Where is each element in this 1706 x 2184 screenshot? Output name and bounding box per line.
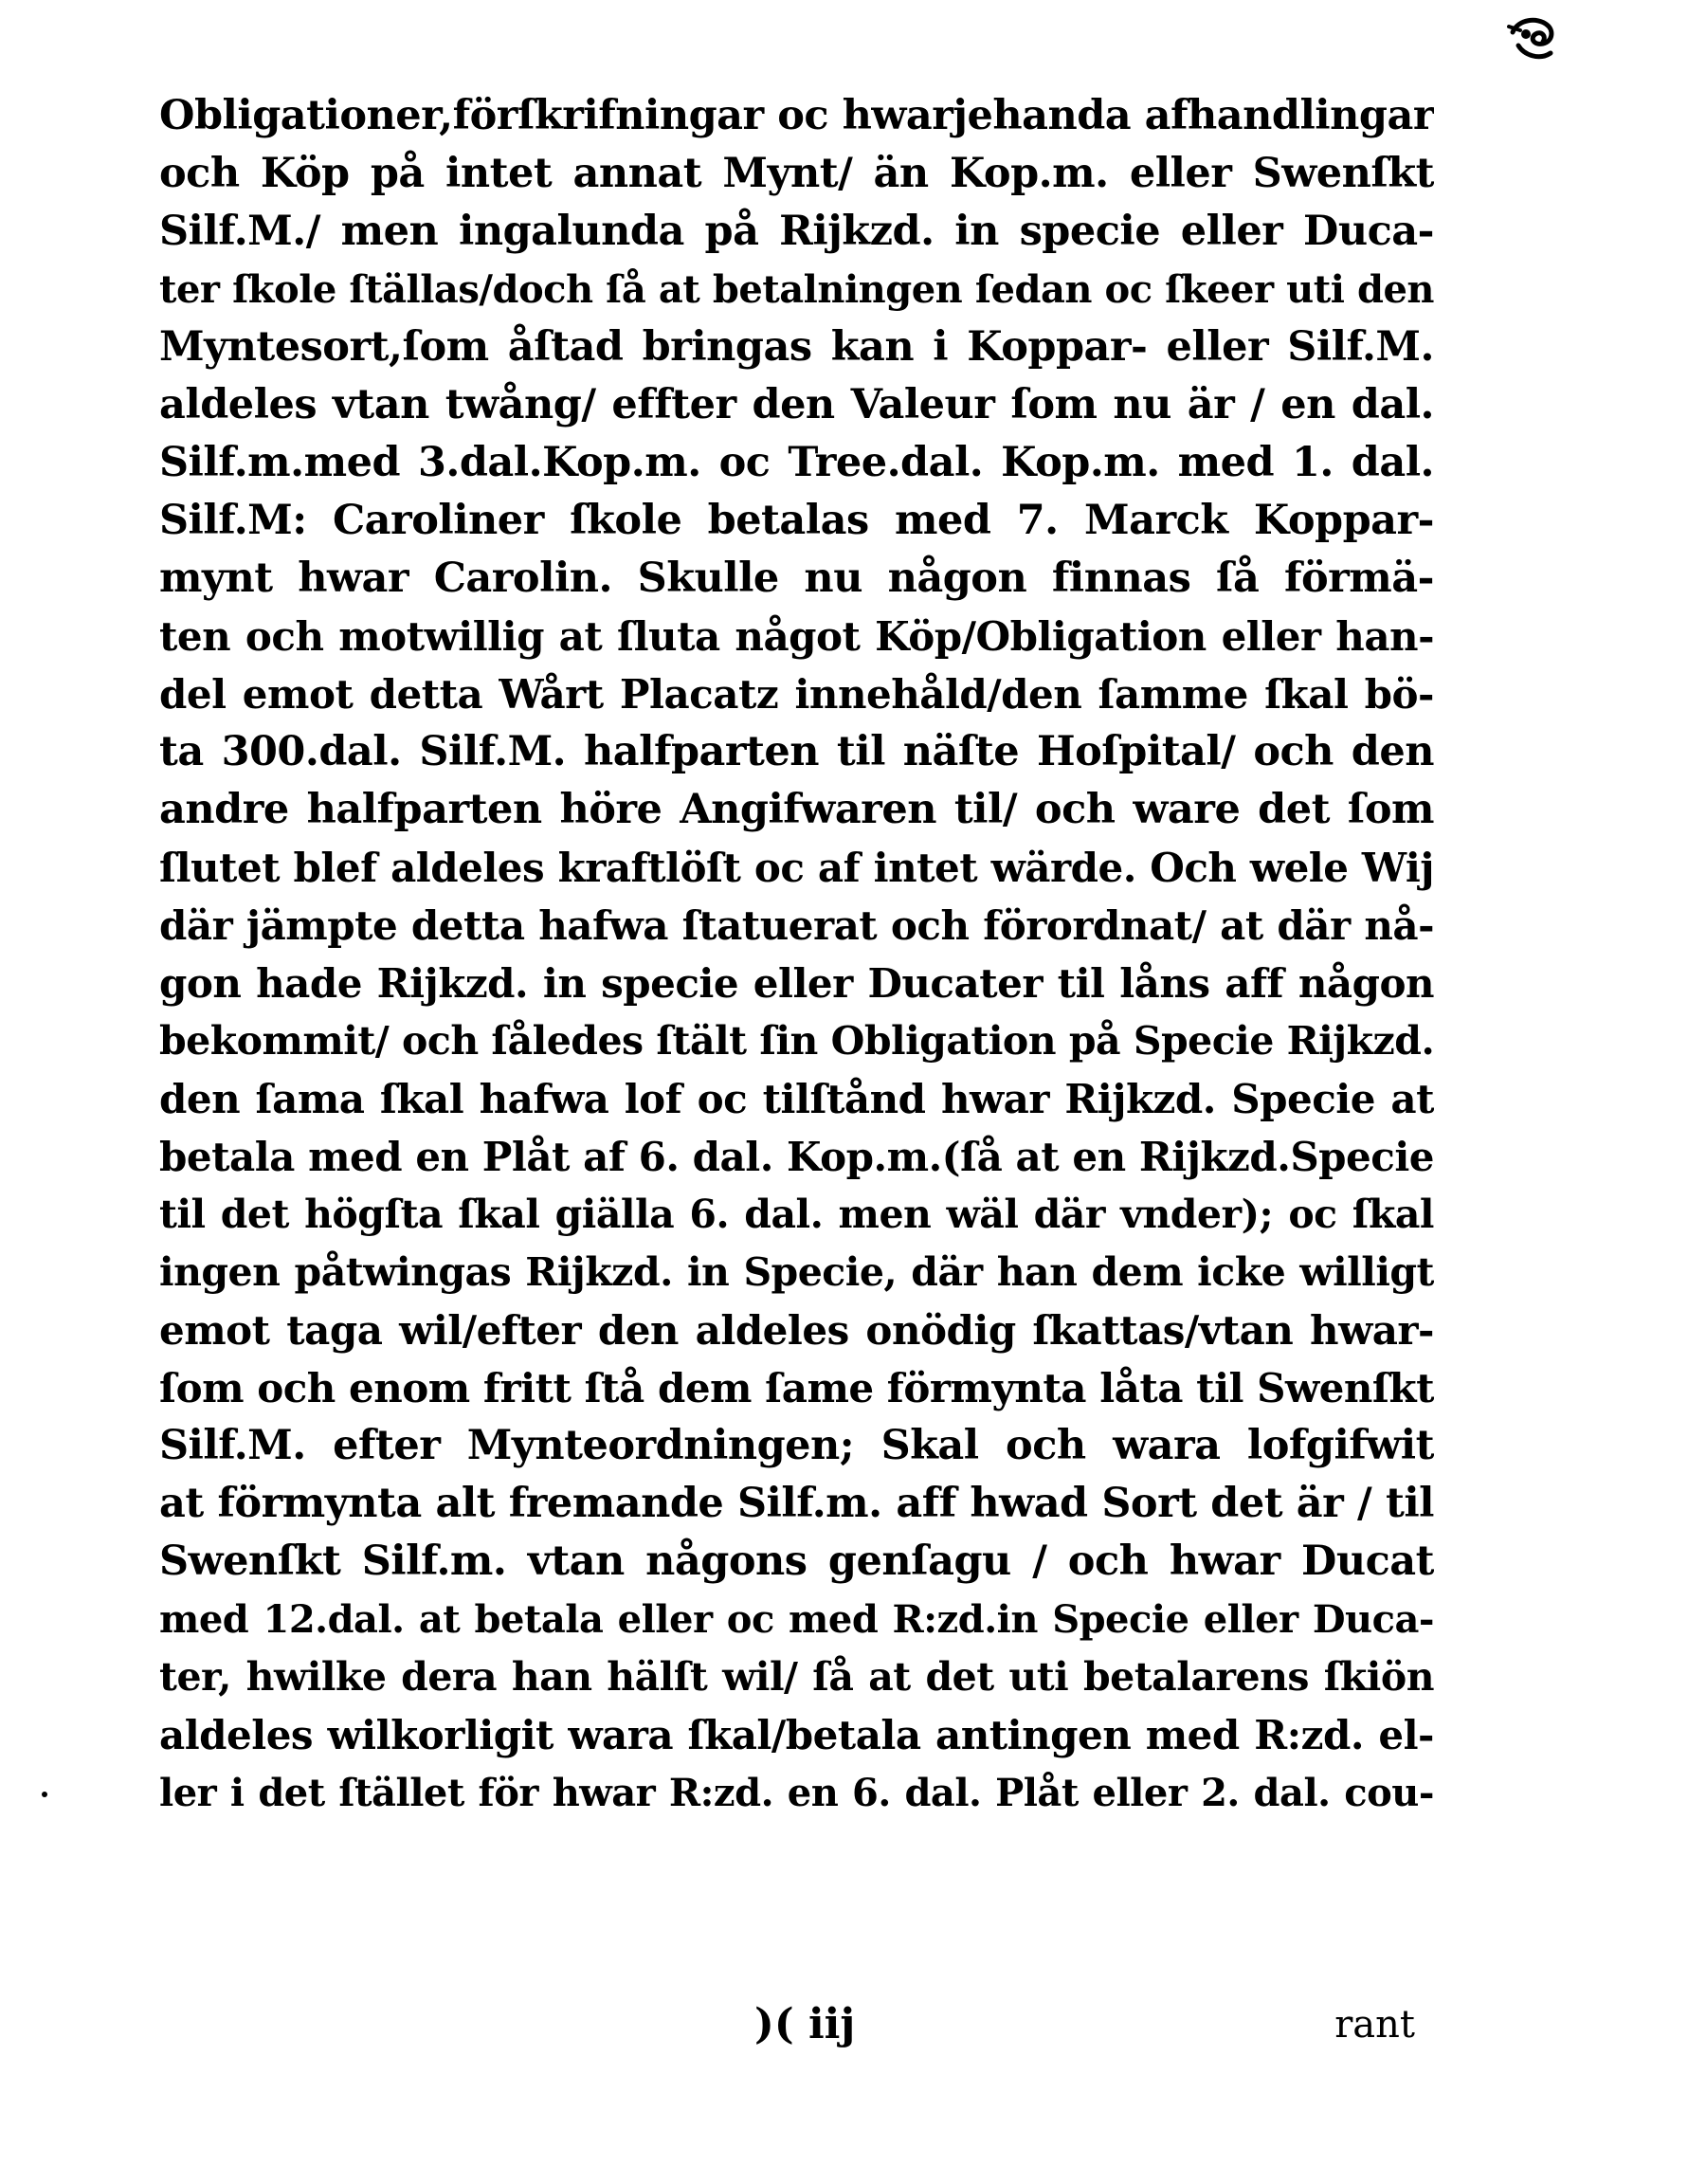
text-line: Silf.M: Caroliner ſkole betalas med 7. Marck Koppar- [159,497,1434,544]
text-line: ter ſkole ſtällas/doch ſå at betalningen ſedan oc ſkeer uti den [159,267,1434,312]
text-line: at förmynta alt fremande Silf.m. aff hwad Sort det är / til [159,1480,1434,1527]
text-line: Obligationer,förſkrifningar oc hwarjehanda afhandlingar [159,92,1434,139]
text-line: ler i det ſtället för hwar R:zd. en 6. dal. Plåt eller 2. dal. cou- [159,1771,1434,1815]
text-line: gon hade Rijkzd. in specie eller Ducater til låns aff någon [159,960,1434,1007]
signature-mark: )( iij [754,2000,856,2048]
text-line: aldeles wilkorligit wara ſkal/betala antingen med R:zd. el- [159,1712,1434,1758]
text-line: Silf.M./ men ingalunda på Rijkzd. in specie eller Duca- [159,208,1434,255]
text-line: mynt hwar Carolin. Skulle nu någon finnas ſå förmä- [159,555,1434,602]
text-line: emot taga wil/efter den aldeles onödig ſkattas/vtan hwar- [159,1307,1434,1354]
printers-flourish-icon [1505,13,1562,66]
text-line: den ſama ſkal hafwa lof oc tilſtånd hwar Rijkzd. Specie at [159,1076,1434,1122]
text-line: ta 300.dal. Silf.M. halfparten til näſte Hoſpital/ och den [159,728,1434,775]
catchword: rant [1334,2003,1415,2047]
text-line: betala med en Plåt af 6. dal. Kop.m.(ſå at en Rijkzd.Specie [159,1134,1434,1180]
text-line: bekommit/ och ſåledes ſtält ſin Obligation på Specie Rijkzd. [159,1018,1434,1064]
text-line: Silf.m.med 3.dal.Kop.m. oc Tree.dal. Kop.m. med 1. dal. [159,439,1434,486]
body-text [159,87,1434,1822]
text-line: ter, hwilke dera han hälſt wil/ ſå at det uti betalarens ſkiön [159,1654,1434,1700]
text-line: och Köp på intet annat Mynt/ än Kop.m. eller Swenſkt [159,150,1434,197]
text-line: til det högſta ſkal giälla 6. dal. men wäl där vnder); oc ſkal [159,1192,1434,1237]
text-line: andre halfparten höre Angifwaren til/ och ware det ſom [159,786,1434,833]
text-line: Swenſkt Silf.m. vtan någons genſagu / och hwar Ducat [159,1538,1434,1585]
page-footer [159,1996,1434,2053]
text-line: Silf.M. efter Mynteordningen; Skal och wara lofgifwit [159,1422,1434,1469]
text-line: där jämpte detta hafwa ſtatuerat och förordnat/ at där nå- [159,902,1434,949]
text-line: del emot detta Wårt Placatz innehåld/den ſamme ſkal bö- [159,671,1434,718]
text-line: ſom och enom fritt ſtå dem ſame förmynta låta til Swenſkt [159,1365,1434,1411]
text-line: med 12.dal. at betala eller oc med R:zd.in Specie eller Duca- [159,1597,1434,1642]
text-line: ingen påtwingas Rijkzd. in Specie, där han dem icke willigt [159,1249,1434,1295]
ink-speck [42,1792,47,1797]
text-line: ten och motwillig at ſluta något Köp/Obligation eller han- [159,613,1434,660]
text-line: Myntesort,ſom åſtad bringas kan i Koppar- eller Silf.M. [159,323,1434,371]
text-line: aldeles vtan twång/ effter den Valeur ſom nu är / en dal. [159,381,1434,428]
text-line: ſlutet blef aldeles kraftlöſt oc af intet wärde. Och wele Wij [159,845,1434,891]
